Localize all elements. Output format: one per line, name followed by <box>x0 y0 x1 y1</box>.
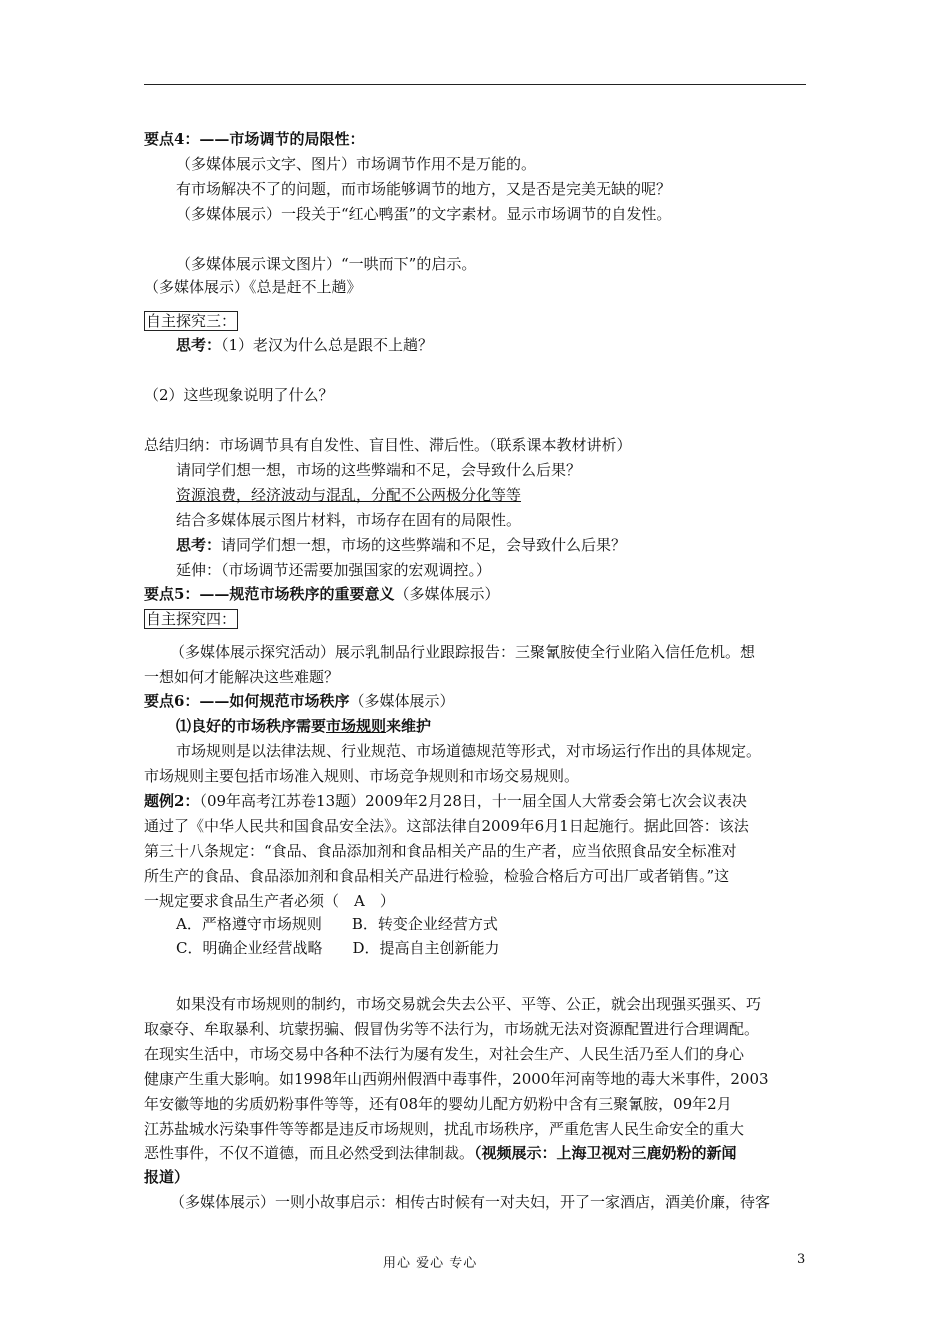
boxed-label-text: 自主探究三： <box>146 312 237 330</box>
footer-motto: 用心 爱心 专心 <box>383 1256 478 1271</box>
video-note-end: 报道） <box>144 1168 190 1186</box>
paragraph-line: 结合多媒体展示图片材料，市场存在固有的局限性。 <box>176 511 522 529</box>
think-label: 思考： <box>176 336 222 354</box>
section-heading-6 <box>144 691 454 711</box>
heading-note: （多媒体展示） <box>349 692 455 710</box>
paragraph-line: （多媒体展示）《总是赶不上趟》 <box>144 278 362 296</box>
question-line: （2）这些现象说明了什么？ <box>144 386 334 404</box>
paragraph-line: 请同学们想一想，市场的这些弊端和不足，会导致什么后果？ <box>176 461 582 479</box>
paragraph-line: 如果没有市场规则的制约，市场交易就会失去公平、平等、公正，就会出现强买强买、巧 <box>176 995 762 1013</box>
underlined-answer: 资源浪费，经济波动与混乱，分配不公两极分化等等 <box>176 486 522 504</box>
subheading-text: ⑴良好的市场秩序需要 <box>176 717 327 735</box>
paragraph-line: （多媒体展示探究活动）展示乳制品行业跟踪报告：三聚氰胺使全行业陷入信任危机。想 <box>170 643 756 661</box>
question-text: 请同学们想一想，市场的这些弊端和不足，会导致什么后果？ <box>221 536 627 554</box>
think-label: 思考： <box>176 536 222 554</box>
paragraph-line: （多媒体展示）一段关于“红心鸭蛋”的文字素材。显示市场调节的自发性。 <box>176 205 672 223</box>
example-label: 题例2： <box>144 792 200 810</box>
heading-text: 要点6：——如何规范市场秩序 <box>144 692 350 710</box>
paragraph-line: （多媒体展示文字、图片）市场调节作用不是万能的。 <box>176 155 537 173</box>
paragraph-line: 一想如何才能解决这些难题？ <box>144 668 340 686</box>
paragraph-line: 通过了《中华人民共和国食品安全法》。这部法律自2009年6月1日起施行。据此回答：该法 <box>144 817 749 835</box>
question-line <box>176 535 626 555</box>
paragraph-line: 年安徽等地的劣质奶粉事件等等，还有08年的婴幼儿配方奶粉中含有三聚氰胺，09年2月 <box>144 1095 732 1113</box>
paragraph-line: 在现实生活中，市场交易中各种不法行为屡有发生，对社会生产、人民生活乃至人们的身心 <box>144 1045 745 1063</box>
summary-line: 总结归纳：市场调节具有自发性、盲目性、滞后性。（联系课本教材讲析） <box>144 436 632 454</box>
paragraph-line: 取豪夺、牟取暴利、坑蒙拐骗、假冒伪劣等不法行为，市场就无法对资源配置进行合理调配。 <box>144 1020 760 1038</box>
paragraph-line: （多媒体展示）一则小故事启示：相传古时候有一对夫妇，开了一家酒店，酒美价廉，待客 <box>170 1193 771 1211</box>
section-heading-4: 要点4：——市场调节的局限性： <box>144 130 365 148</box>
subheading-underlined: 市场规则 <box>326 717 387 735</box>
section-heading-5 <box>144 584 499 604</box>
paragraph-line: 延伸：（市场调节还需要加强国家的宏观调控。） <box>176 561 492 579</box>
heading-text: 要点5：——规范市场秩序的重要意义 <box>144 585 395 603</box>
paragraph-line: 第三十八条规定：“食品、食品添加剂和食品相关产品的生产者，应当依照食品安全标准对 <box>144 842 737 860</box>
paragraph-line: 所生产的食品、食品添加剂和食品相关产品进行检验，检验合格后方可出厂或者销售。”这 <box>144 867 730 885</box>
page-number: 3 <box>797 1252 806 1267</box>
header-rule <box>144 84 806 85</box>
example-line <box>144 791 747 811</box>
answer-option-line: A．严格遵守市场规则 B．转变企业经营方式 <box>176 915 498 933</box>
paragraph-line: 市场规则是以法律法规、行业规范、市场道德规范等形式，对市场运行作出的具体规定。 <box>176 742 762 760</box>
example-text: （09年高考江苏卷13题）2009年2月28日，十一届全国人大常委会第七次会议表决 <box>199 792 747 810</box>
video-note: （视频展示：上海卫视对三鹿奶粉的新闻 <box>474 1144 737 1162</box>
boxed-label-text: 自主探究四： <box>146 610 237 628</box>
subheading-line <box>176 716 431 736</box>
paragraph-line: 一规定要求食品生产者必须（ A ） <box>144 892 395 910</box>
paragraph-line: 有市场解决不了的问题，而市场能够调节的地方，又是否是完美无缺的呢？ <box>176 180 672 198</box>
heading-note: （多媒体展示） <box>394 585 500 603</box>
boxed-label-explore-4 <box>144 609 238 629</box>
paragraph-line: 江苏盐城水污染事件等等都是违反市场规则，扰乱市场秩序，严重危害人民生命安全的重大 <box>144 1120 745 1138</box>
paragraph-line: 市场规则主要包括市场准入规则、市场竞争规则和市场交易规则。 <box>144 767 580 785</box>
paragraph-line: （多媒体展示课文图片）“一哄而下”的启示。 <box>176 255 477 273</box>
question-line <box>176 335 433 355</box>
paragraph-line <box>144 1143 737 1163</box>
question-text: （1）老汉为什么总是跟不上趟？ <box>221 336 434 354</box>
paragraph-text: 恶性事件，不仅不道德，而且必然受到法律制裁。 <box>144 1144 475 1162</box>
boxed-label-explore-3 <box>144 311 238 331</box>
answer-line <box>176 485 521 505</box>
paragraph-line: 健康产生重大影响。如1998年山西朔州假酒中毒事件，2000年河南等地的毒大米事件，2003 <box>144 1070 769 1088</box>
answer-option-line: C．明确企业经营战略 D．提高自主创新能力 <box>176 939 500 957</box>
subheading-text: 来维护 <box>386 717 432 735</box>
